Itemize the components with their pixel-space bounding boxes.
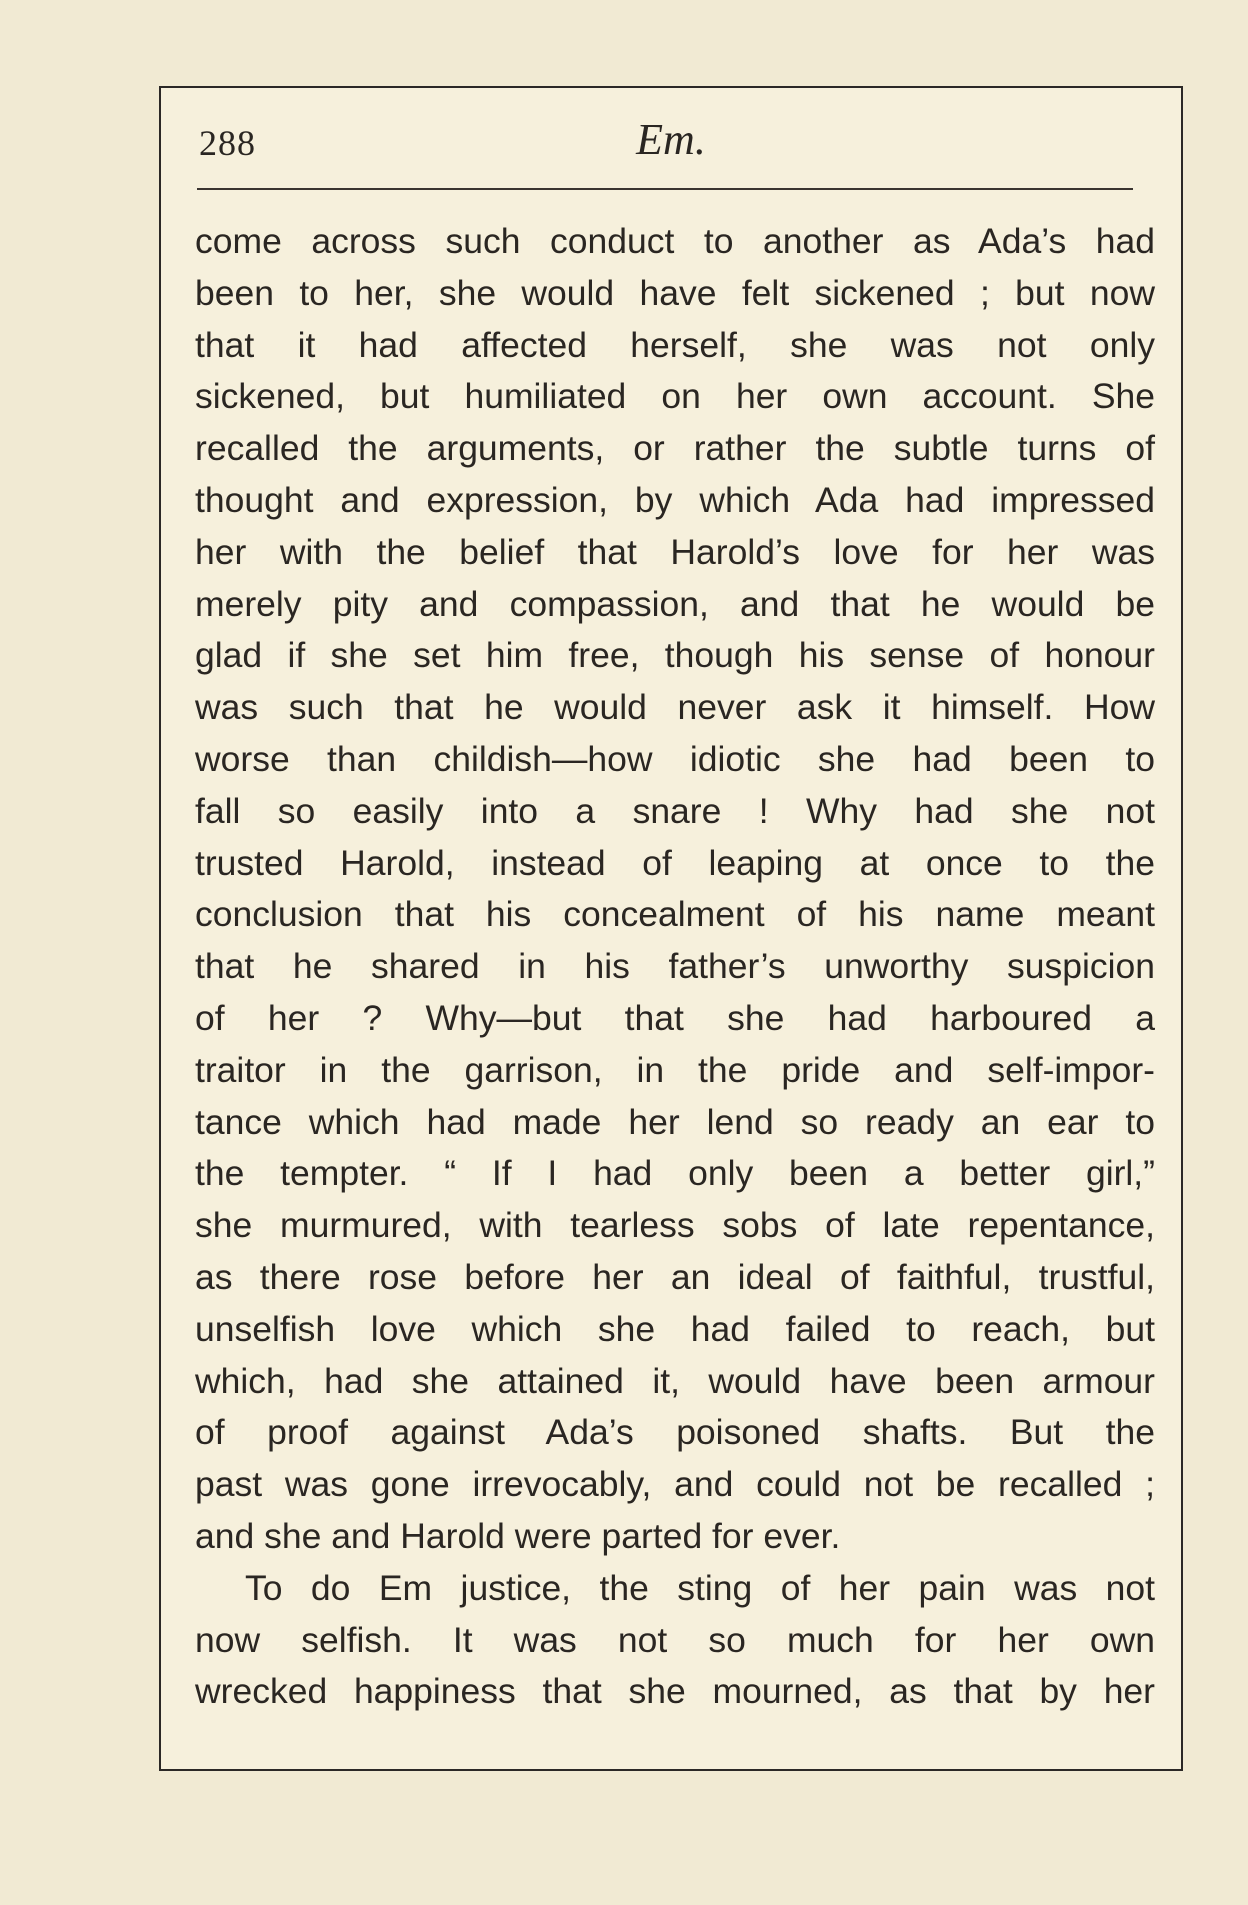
body-text [195, 216, 1155, 1718]
header-rule [197, 188, 1133, 190]
text-line: To do Em justice, the sting of her pain was not [245, 1567, 1155, 1608]
text-line: as there rose before her an ideal of faithful, trustful, [195, 1256, 1155, 1297]
text-line: past was gone irrevocably, and could not be recalled ; [195, 1464, 1155, 1505]
text-line: worse than childish—how idiotic she had been to [195, 738, 1155, 779]
text-line: been to her, she would have felt sickened ; but now [195, 272, 1155, 313]
page-frame [159, 86, 1183, 1771]
text-line: which, had she attained it, would have been armour [195, 1360, 1155, 1401]
text-line: she murmured, with tearless sobs of late repentance, [195, 1205, 1155, 1246]
paragraph [195, 1563, 1155, 1718]
paragraph [195, 216, 1155, 1563]
text-line: wrecked happiness that she mourned, as that by her [195, 1671, 1155, 1712]
text-line: the tempter. “ If I had only been a better girl,” [195, 1153, 1155, 1194]
text-line: recalled the arguments, or rather the subtle turns of [195, 428, 1155, 469]
text-line: sickened, but humiliated on her own account. She [195, 376, 1155, 417]
text-line: and she and Harold were parted for ever. [195, 1515, 841, 1556]
text-line: of her ? Why—but that she had harboured a [195, 997, 1155, 1038]
text-line: her with the belief that Harold’s love for her was [195, 531, 1155, 572]
text-line: was such that he would never ask it himself. How [195, 687, 1155, 728]
running-title: Em. [636, 115, 706, 164]
text-line: merely pity and compassion, and that he would be [195, 583, 1155, 624]
text-line: trusted Harold, instead of leaping at once to the [195, 842, 1155, 883]
text-line: that he shared in his father’s unworthy suspicion [195, 946, 1155, 987]
text-line: thought and expression, by which Ada had impressed [195, 479, 1155, 520]
text-line: come across such conduct to another as Ada’s had [195, 221, 1155, 261]
text-line: now selfish. It was not so much for her own [195, 1619, 1155, 1660]
text-line: unselfish love which she had failed to reach, but [195, 1308, 1155, 1349]
text-line: that it had affected herself, she was not only [195, 324, 1155, 365]
text-line: tance which had made her lend so ready an ear to [195, 1101, 1155, 1142]
text-line: conclusion that his concealment of his name meant [195, 894, 1155, 935]
text-line: glad if she set him free, though his sense of honour [195, 635, 1155, 676]
text-line: fall so easily into a snare ! Why had she not [195, 790, 1155, 831]
page-number: 288 [199, 123, 256, 163]
text-line: traitor in the garrison, in the pride and self-impor- [195, 1049, 1155, 1090]
text-line: of proof against Ada’s poisoned shafts. But the [195, 1412, 1155, 1453]
